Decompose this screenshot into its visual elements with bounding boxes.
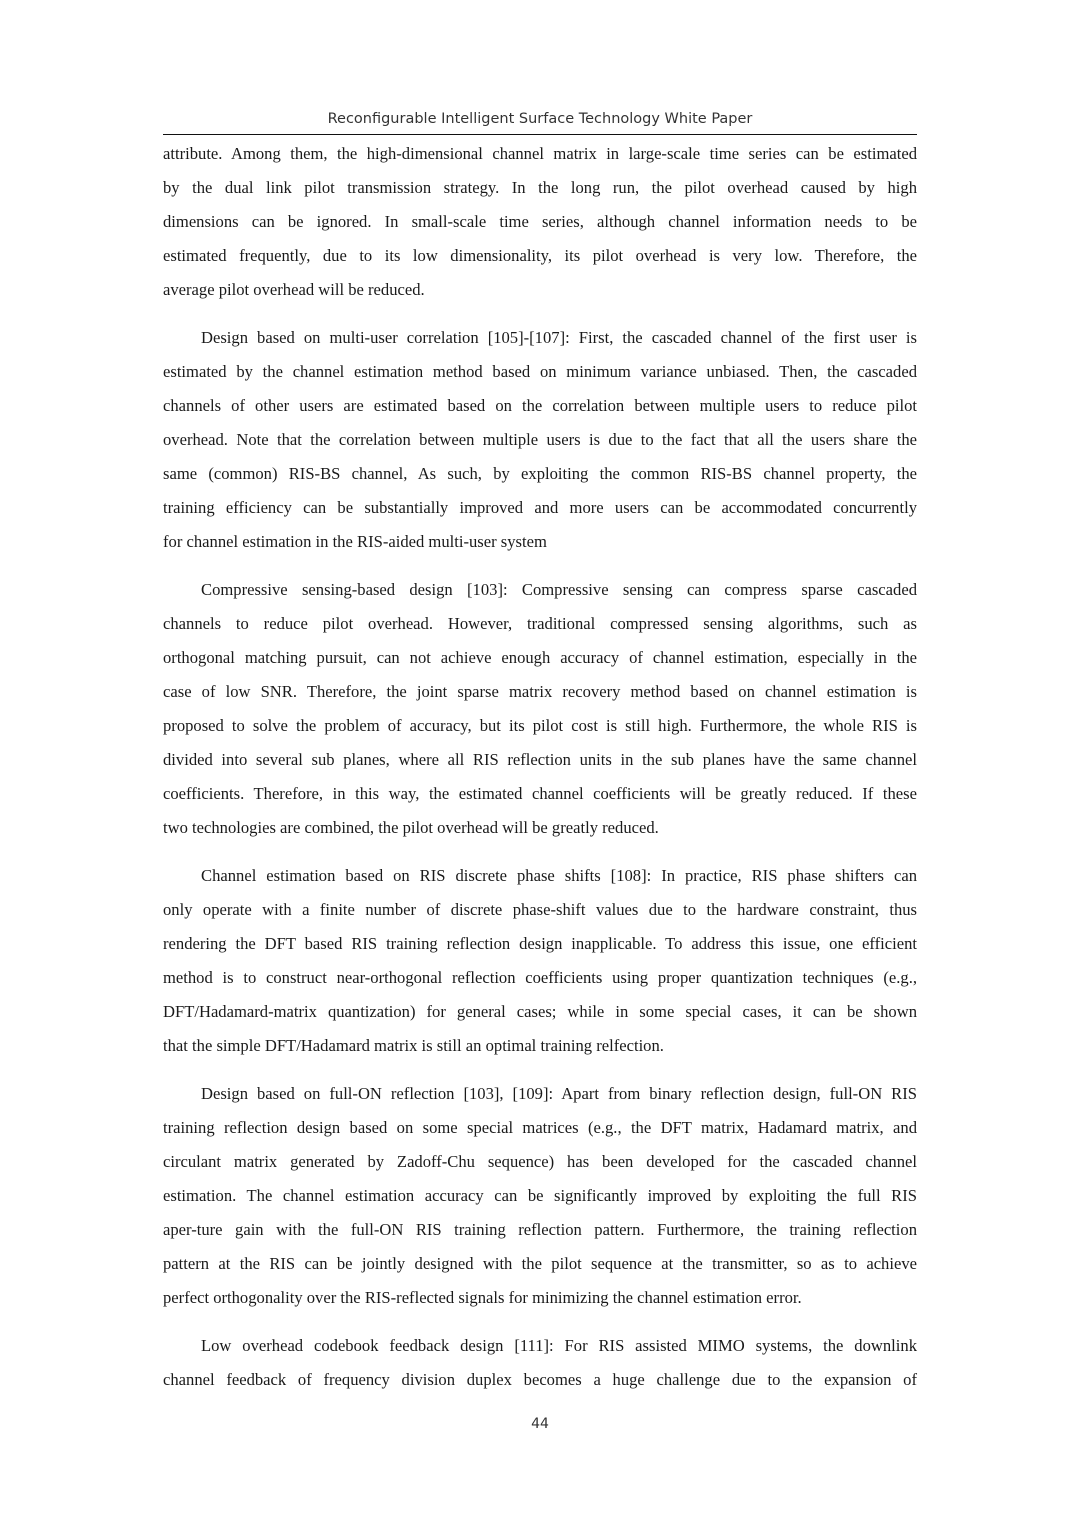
text-line: circulant matrix generated by Zadoff-Chu sequence) has been developed for the cascaded channel: [163, 1152, 917, 1171]
text-line: channel feedback of frequency division duplex becomes a huge challenge due to the expansion of: [163, 1370, 917, 1389]
page-number: 44: [531, 1416, 549, 1432]
text-line: for channel estimation in the RIS-aided multi-user system: [163, 532, 547, 551]
text-line: by the dual link pilot transmission strategy. In the long run, the pilot overhead caused by high: [163, 178, 917, 197]
paragraph: [163, 859, 917, 1063]
text-line: overhead. Note that the correlation between multiple users is due to the fact that all the users share the: [163, 430, 917, 449]
text-line: perfect orthogonality over the RIS-reflected signals for minimizing the channel estimation error.: [163, 1288, 802, 1307]
text-line: attribute. Among them, the high-dimensional channel matrix in large-scale time series can be estimated: [163, 144, 917, 163]
paragraph: [163, 321, 917, 559]
text-line: Compressive sensing-based design [103]: Compressive sensing can compress sparse cascaded: [201, 580, 917, 599]
running-header: Reconfigurable Intelligent Surface Technology White Paper: [327, 111, 753, 127]
text-line: Channel estimation based on RIS discrete phase shifts [108]: In practice, RIS phase shifters can: [201, 866, 917, 885]
text-line: aper-ture gain with the full-ON RIS training reflection pattern. Furthermore, the training reflection: [163, 1220, 917, 1239]
text-line: training reflection design based on some special matrices (e.g., the DFT matrix, Hadamard matrix, and: [163, 1118, 917, 1137]
text-line: channels of other users are estimated based on the correlation between multiple users to reduce pilot: [163, 396, 917, 415]
paragraph: [163, 1077, 917, 1315]
text-line: method is to construct near-orthogonal reflection coefficients using proper quantization techniques (e.g.,: [163, 968, 917, 987]
text-line: proposed to solve the problem of accuracy, but its pilot cost is still high. Furthermore, the whole RIS is: [163, 716, 917, 735]
text-line: case of low SNR. Therefore, the joint sparse matrix recovery method based on channel estimation is: [163, 682, 917, 701]
text-line: dimensions can be ignored. In small-scale time series, although channel information needs to be: [163, 212, 917, 231]
text-line: only operate with a finite number of discrete phase-shift values due to the hardware constraint, thus: [163, 900, 917, 919]
paragraph: [163, 573, 917, 845]
text-line: divided into several sub planes, where all RIS reflection units in the sub planes have the same channel: [163, 750, 917, 769]
text-line: Low overhead codebook feedback design [111]: For RIS assisted MIMO systems, the downlink: [201, 1336, 917, 1355]
text-line: average pilot overhead will be reduced.: [163, 280, 425, 299]
paragraph: [163, 1329, 917, 1397]
text-line: Design based on multi-user correlation [105]-[107]: First, the cascaded channel of the first user is: [201, 328, 917, 347]
text-line: Design based on full-ON reflection [103], [109]: Apart from binary reflection design, full-ON RIS: [201, 1084, 917, 1103]
text-line: same (common) RIS-BS channel, As such, by exploiting the common RIS-BS channel property, the: [163, 464, 917, 483]
text-line: two technologies are combined, the pilot overhead will be greatly reduced.: [163, 818, 659, 837]
text-line: estimated frequently, due to its low dimensionality, its pilot overhead is very low. Therefore, the: [163, 246, 917, 265]
text-line: orthogonal matching pursuit, can not achieve enough accuracy of channel estimation, especially in the: [163, 648, 917, 667]
text-line: coefficients. Therefore, in this way, the estimated channel coefficients will be greatly reduced. If these: [163, 784, 917, 803]
text-line: estimation. The channel estimation accuracy can be significantly improved by exploiting the full RIS: [163, 1186, 917, 1205]
text-line: training efficiency can be substantially improved and more users can be accommodated concurrently: [163, 498, 917, 517]
text-line: estimated by the channel estimation method based on minimum variance unbiased. Then, the cascaded: [163, 362, 917, 381]
paragraph: [163, 137, 917, 307]
text-line: rendering the DFT based RIS training reflection design inapplicable. To address this issue, one efficient: [163, 934, 917, 953]
text-line: DFT/Hadamard-matrix quantization) for general cases; while in some special cases, it can be shown: [163, 1002, 917, 1021]
header-rule: [163, 134, 917, 135]
text-line: pattern at the RIS can be jointly designed with the pilot sequence at the transmitter, so as to achieve: [163, 1254, 917, 1273]
text-line: channels to reduce pilot overhead. However, traditional compressed sensing algorithms, such as: [163, 614, 917, 633]
text-line: that the simple DFT/Hadamard matrix is still an optimal training relfection.: [163, 1036, 664, 1055]
